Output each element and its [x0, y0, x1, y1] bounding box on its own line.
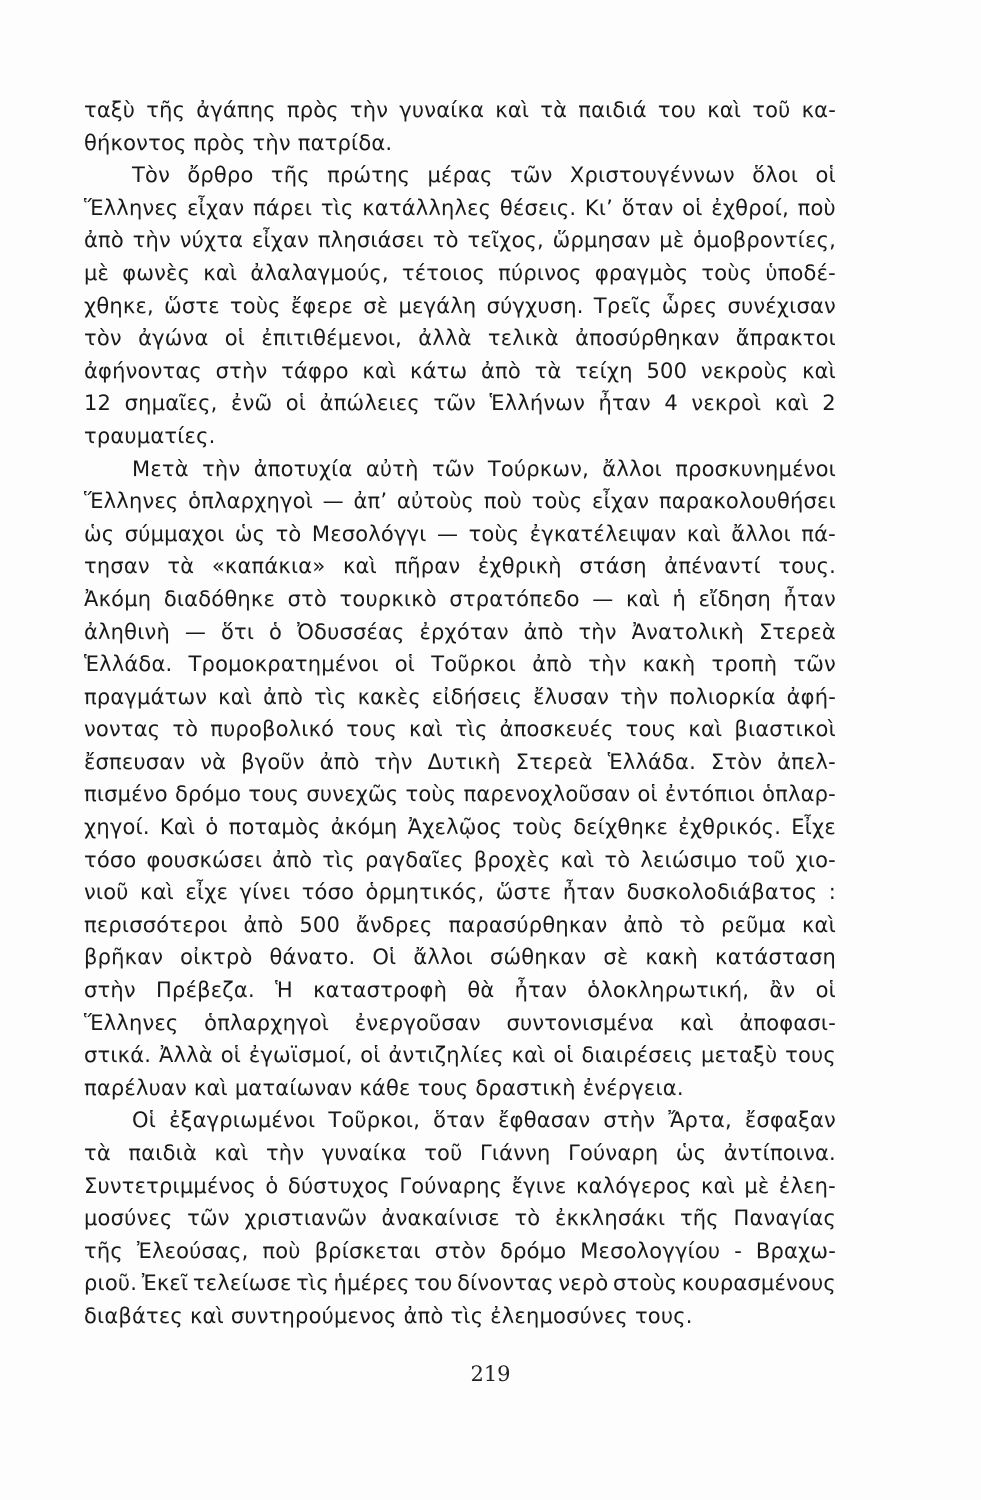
text-line: Ἕλληνες ὁπλαρχηγοὶ — ἀπ’ αὐτοὺς ποὺ τοὺς εἶχαν παρακολουθήσει: [84, 489, 836, 514]
text-line: τῆς Ἐλεούσας, ποὺ βρίσκεται στὸν δρόμο Μεσολογγίου - Βραχω-: [84, 1238, 836, 1263]
text-line: ριοῦ. Ἐκεῖ τελείωσε τὶς ἡμέρες του δίνοντας νερὸ στοὺς κουρασμένους: [84, 1271, 836, 1296]
text-line: βρῆκαν οἰκτρὸ θάνατο. Οἱ ἄλλοι σώθηκαν σὲ κακὴ κατάσταση: [84, 945, 836, 970]
text-line: Τὸν ὄρθρο τῆς πρώτης μέρας τῶν Χριστουγέννων ὅλοι οἱ: [132, 163, 836, 188]
paragraph: [84, 453, 836, 1105]
text-line: 12 σημαῖες, ἐνῶ οἱ ἀπώλειες τῶν Ἑλλήνων ἦταν 4 νεκροὶ καὶ 2: [84, 391, 836, 416]
text-line: Ἕλληνες εἶχαν πάρει τὶς κατάλληλες θέσεις. Κι’ ὅταν οἱ ἐχθροί, ποὺ: [84, 195, 836, 220]
text-line: Συντετριμμένος ὁ δύστυχος Γούναρης ἔγινε καλόγερος καὶ μὲ ἐλεη-: [84, 1173, 836, 1198]
text-line: πισμένο δρόμο τους συνεχῶς τοὺς παρενοχλοῦσαν οἱ ἐντόπιοι ὁπλαρ-: [84, 782, 836, 807]
text-line: ὡς σύμμαχοι ὡς τὸ Μεσολόγγι — τοὺς ἐγκατέλειψαν καὶ ἄλλοι πά-: [84, 521, 836, 546]
text-line: χθηκε, ὥστε τοὺς ἔφερε σὲ μεγάλη σύγχυση. Τρεῖς ὧρες συνέχισαν: [84, 293, 836, 318]
text-line: στὴν Πρέβεζα. Ἡ καταστροφὴ θὰ ἦταν ὁλοκληρωτική, ἂν οἱ: [84, 978, 836, 1003]
text-line: ἀφήνοντας στὴν τάφρο καὶ κάτω ἀπὸ τὰ τείχη 500 νεκροὺς καὶ: [84, 358, 836, 383]
text-line: ἀληθινὴ — ὅτι ὁ Ὀδυσσέας ἐρχόταν ἀπὸ τὴν Ἀνατολικὴ Στερεὰ: [84, 619, 836, 644]
text-line: τὰ παιδιὰ καὶ τὴν γυναίκα τοῦ Γιάννη Γούναρη ὡς ἀντίποινα.: [84, 1141, 836, 1165]
paragraph: [84, 159, 836, 452]
text-line: τησαν τὰ «καπάκια» καὶ πῆραν ἐχθρικὴ στάση ἀπέναντί τους.: [84, 554, 836, 579]
text-line: πραγμάτων καὶ ἀπὸ τὶς κακὲς εἰδήσεις ἔλυσαν τὴν πολιορκία ἀφή-: [84, 684, 836, 709]
text-line: χηγοί. Καὶ ὁ ποταμὸς ἀκόμη Ἀχελῷος τοὺς δείχθηκε ἐχθρικός. Εἶχε: [84, 815, 836, 840]
text-line: τὸν ἀγώνα οἱ ἐπιτιθέμενοι, ἀλλὰ τελικὰ ἀποσύρθηκαν ἄπρακτοι: [84, 326, 836, 351]
text-line: περισσότεροι ἀπὸ 500 ἄνδρες παρασύρθηκαν ἀπὸ τὸ ρεῦμα καὶ: [84, 912, 836, 937]
page-number: 219: [470, 1362, 511, 1386]
text-line: παρέλυαν καὶ ματαίωναν κάθε τους δραστικὴ ἐνέργεια.: [84, 1075, 684, 1100]
text-line: τόσο φουσκώσει ἀπὸ τὶς ραγδαῖες βροχὲς καὶ τὸ λειώσιμο τοῦ χιο-: [84, 847, 836, 872]
text-line: Ἑλλάδα. Τρομοκρατημένοι οἱ Τοῦρκοι ἀπὸ τὴν κακὴ τροπὴ τῶν: [84, 652, 836, 677]
text-line: μὲ φωνὲς καὶ ἀλαλαγμούς, τέτοιος πύρινος φραγμὸς τοὺς ὑποδέ-: [84, 260, 836, 285]
paragraph: [84, 94, 836, 159]
text-line: διαβάτες καὶ συντηρούμενος ἀπὸ τὶς ἐλεημοσύνες τους.: [84, 1303, 693, 1328]
text-line: ταξὺ τῆς ἀγάπης πρὸς τὴν γυναίκα καὶ τὰ παιδιά του καὶ τοῦ κα-: [84, 98, 836, 122]
body-text: [84, 94, 836, 1333]
paragraph: [84, 1104, 836, 1332]
text-line: στικά. Ἀλλὰ οἱ ἐγωϊσμοί, οἱ ἀντιζηλίες καὶ οἱ διαιρέσεις μεταξὺ τους: [84, 1043, 836, 1068]
text-line: θήκοντος πρὸς τὴν πατρίδα.: [84, 130, 393, 155]
text-line: ἔσπευσαν νὰ βγοῦν ἀπὸ τὴν Δυτικὴ Στερεὰ Ἑλλάδα. Στὸν ἀπελ-: [84, 749, 836, 774]
text-line: τραυματίες.: [84, 423, 216, 448]
text-line: ἀπὸ τὴν νύχτα εἶχαν πλησιάσει τὸ τεῖχος, ὥρμησαν μὲ ὁμοβροντίες,: [84, 228, 836, 253]
text-line: νοντας τὸ πυροβολικό τους καὶ τὶς ἀποσκευές τους καὶ βιαστικοὶ: [84, 717, 836, 742]
text-line: μοσύνες τῶν χριστιανῶν ἀνακαίνισε τὸ ἐκκλησάκι τῆς Παναγίας: [84, 1206, 836, 1231]
text-line: Μετὰ τὴν ἀποτυχία αὐτὴ τῶν Τούρκων, ἄλλοι προσκυνημένοι: [132, 456, 836, 481]
text-line: νιοῦ καὶ εἶχε γίνει τόσο ὁρμητικός, ὥστε ἦταν δυσκολοδιάβατος :: [84, 880, 836, 905]
text-line: Ἕλληνες ὁπλαρχηγοὶ ἐνεργοῦσαν συντονισμένα καὶ ἀποφασι-: [84, 1010, 836, 1035]
text-line: Ἀκόμη διαδόθηκε στὸ τουρκικὸ στρατόπεδο — καὶ ἡ εἴδηση ἦταν: [84, 586, 836, 611]
text-line: Οἱ ἐξαγριωμένοι Τοῦρκοι, ὅταν ἔφθασαν στὴν Ἄρτα, ἔσφαξαν: [132, 1108, 836, 1133]
